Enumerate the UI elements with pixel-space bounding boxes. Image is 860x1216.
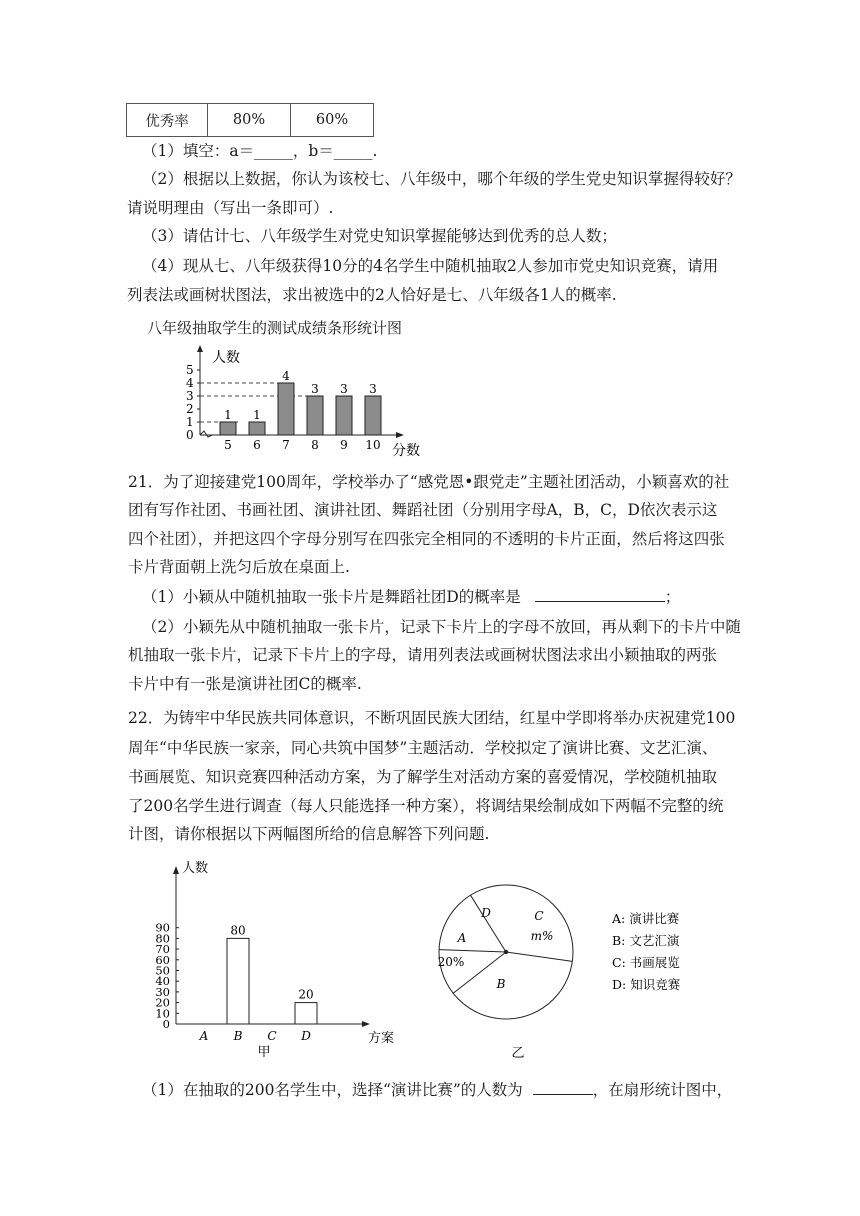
table-cell-grade7: 80%	[208, 104, 291, 137]
plan-bar-chart	[140, 852, 410, 1062]
y-tick-label: 40	[155, 974, 170, 989]
legend-entry: A: 演讲比赛	[612, 911, 680, 926]
q22-line4: 了200名学生进行调查（每人只能选择一种方案），将调结果绘制成如下两幅不完整的统	[128, 797, 724, 815]
bar-value-label: 4	[282, 369, 290, 383]
pie-slice-label: B	[496, 977, 506, 991]
answer-blank	[533, 1080, 593, 1095]
chart1-title: 八年级抽取学生的测试成绩条形统计图	[147, 319, 403, 337]
q20-part2: （2）根据以上数据，你认为该校七、八年级中，哪个年级的学生党史知识掌握得较好？	[142, 170, 741, 188]
y-tick-label: 5	[186, 363, 194, 377]
pie-slice-label: 20%	[437, 955, 465, 969]
x-axis-label: 方案	[368, 1031, 395, 1046]
x-axis-arrow	[362, 1021, 370, 1027]
bar-value-label: 3	[340, 382, 348, 396]
grade8-score-bar-chart	[150, 340, 420, 462]
bar-value-label: 1	[224, 408, 232, 422]
q22-line1: 22．为铸牢中华民族共同体意识，不断巩固民族大团结，红星中学即将举办庆祝建党100	[128, 709, 736, 727]
pie-slice-label: D	[481, 906, 491, 920]
x-tick-label: B	[233, 1029, 243, 1043]
q20-part4-cont: 列表法或画树状图法，求出被选中的2人恰好是七、八年级各1人的概率.	[127, 286, 617, 304]
q21-part1-end: ；	[664, 588, 681, 606]
q22-part1-end: ，在扇形统计图中，	[592, 1081, 733, 1099]
q22-part1	[142, 1080, 732, 1100]
x-tick-label: 8	[311, 438, 319, 452]
answer-blank	[535, 587, 665, 602]
y-tick-label: 70	[155, 942, 170, 957]
y-axis-label: 人数	[212, 350, 240, 366]
q22-line3: 书画展览、知识竞赛四种活动方案，为了解学生对活动方案的喜爱情况，学校随机抽取	[128, 768, 718, 786]
y-axis-label: 人数	[182, 861, 209, 876]
legend-entry: D: 知识竞赛	[612, 977, 681, 992]
chart-caption: 甲	[257, 1045, 271, 1060]
y-tick-label: 50	[155, 963, 170, 978]
y-tick-label: 4	[186, 376, 194, 390]
chart-caption: 乙	[511, 1046, 525, 1061]
bar	[307, 396, 323, 435]
pie-slice-label: A	[457, 931, 467, 945]
q21-part1-text: （1）小颖从中随机抽取一张卡片是舞蹈社团D的概率是	[142, 588, 521, 606]
legend-entry: C: 书画展览	[612, 955, 680, 970]
y-tick-label: 80	[155, 931, 170, 946]
bar-value-label: 1	[253, 408, 261, 422]
y-axis-arrow	[197, 345, 203, 352]
x-tick-label: 10	[365, 438, 381, 452]
pie-slice-label: C	[534, 909, 544, 923]
bar	[278, 383, 294, 435]
bar	[220, 422, 236, 435]
x-tick-label: C	[267, 1029, 277, 1043]
y-axis-arrow	[173, 866, 179, 874]
y-tick-label: 3	[186, 389, 194, 403]
q21-part2: （2）小颖先从中随机抽取一张卡片，记录下卡片上的字母不放回，再从剩下的卡片中随	[142, 618, 741, 636]
y-tick-label: 10	[155, 1006, 170, 1021]
q21-line1: 21．为了迎接建党100周年，学校举办了“感党恩•跟党走”主题社团活动，小颖喜欢的社	[128, 473, 730, 491]
bar	[249, 422, 265, 435]
bar	[227, 938, 249, 1024]
table-cell-label: 优秀率	[127, 104, 208, 137]
y-tick-label: 0	[162, 1017, 170, 1031]
table-cell-grade8: 60%	[291, 104, 374, 137]
x-tick-label: 5	[224, 438, 232, 452]
q21-line8: 卡片中有一张是演讲社团C的概率.	[128, 675, 362, 693]
y-tick-label: 60	[155, 952, 170, 967]
plan-pie-chart	[430, 865, 720, 1065]
q20-part1: （1）填空：a＝_____，b＝_____.	[142, 142, 378, 160]
bar	[365, 396, 381, 435]
q20-part2-cont: 请说明理由（写出一条即可）.	[127, 199, 334, 217]
y-tick-label: 20	[155, 995, 170, 1010]
q21-line3: 四个社团），并把这四个字母分别写在四张完全相同的不透明的卡片正面，然后将这四张	[128, 530, 725, 548]
q20-part4: （4）现从七、八年级获得10分的4名学生中随机抽取2人参加市党史知识竞赛，请用	[142, 257, 719, 275]
bar-value-label: 20	[298, 987, 314, 1002]
x-tick-label: D	[301, 1029, 311, 1043]
q21-line7: 机抽取一张卡片，记录下卡片上的字母，请用列表法或画树状图法求出小颖抽取的两张	[128, 646, 718, 664]
x-axis-label: 分数	[392, 443, 420, 459]
pie-center	[504, 950, 508, 954]
bar	[295, 1003, 317, 1024]
y-tick-label: 1	[186, 415, 194, 429]
bar-value-label: 3	[311, 382, 319, 396]
q22-line2: 周年“中华民族一家亲，同心共筑中国梦”主题活动．学校拟定了演讲比赛、文艺汇演、	[128, 739, 718, 757]
q21-line4: 卡片背面朝上洗匀后放在桌面上.	[128, 558, 350, 576]
x-tick-label: 9	[340, 438, 348, 452]
x-tick-label: 6	[253, 438, 261, 452]
y-tick-label: 0	[186, 428, 194, 442]
bar-value-label: 80	[230, 923, 246, 938]
table-row	[127, 104, 374, 137]
y-tick-label: 30	[155, 984, 170, 999]
q20-part3: （3）请估计七、八年级学生对党史知识掌握能够达到优秀的总人数；	[142, 227, 617, 245]
x-axis-arrow	[396, 432, 404, 438]
q22-line5: 计图，请你根据以下两幅图所给的信息解答下列问题.	[128, 825, 490, 843]
bar-value-label: 3	[369, 382, 377, 396]
q21-line2: 团有写作社团、书画社团、演讲社团、舞蹈社团（分别用字母A，B，C，D依次表示这	[128, 501, 718, 519]
legend-entry: B: 文艺汇演	[612, 933, 680, 948]
x-tick-label: 7	[282, 438, 290, 452]
pie-slice-label: m%	[530, 929, 554, 943]
score-table	[126, 103, 374, 137]
axis-break	[200, 431, 212, 437]
x-tick-label: A	[199, 1029, 209, 1043]
q22-part1-text: （1）在抽取的200名学生中，选择“演讲比赛”的人数为	[142, 1081, 523, 1099]
bar	[336, 396, 352, 435]
q21-part1	[142, 587, 680, 607]
y-tick-label: 2	[186, 402, 194, 416]
y-tick-label: 90	[155, 920, 170, 935]
